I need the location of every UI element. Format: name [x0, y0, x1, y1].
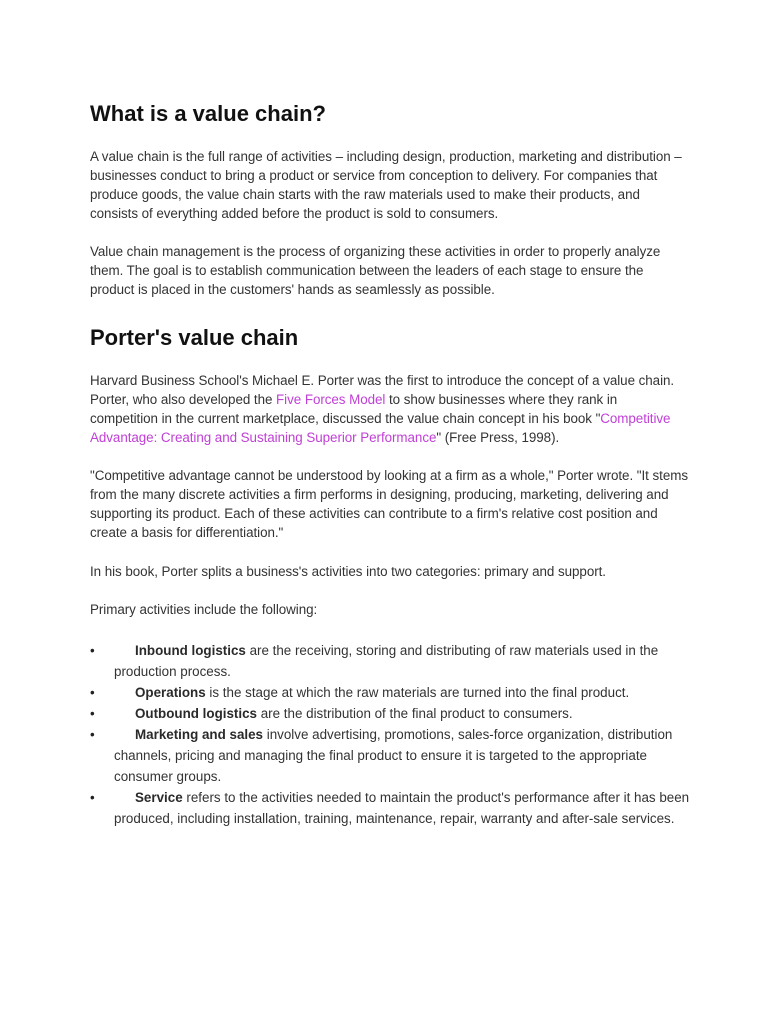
heading-porters-value-chain: Porter's value chain — [90, 325, 299, 350]
porter-intro-text-c: " (Free Press, 1998). — [436, 430, 560, 445]
paragraph-value-chain-definition: A value chain is the full range of activities – including design, production, marketing and distribution – businesses conduct to bring a product or service from conception to delivery. For companies that produce goods, the value chain starts with the raw materials used to make their products, and consists of everything added before the product is sold to consumers. — [90, 149, 682, 221]
paragraph-value-chain-management: Value chain management is the process of organizing these activities in order to properly analyze them. The goal is to establish communication between the leaders of each stage to ensure the product is placed in the customers' hands as seamlessly as possible. — [90, 244, 661, 297]
bullet-text: refers to the activities needed to maintain the product's performance after it has been produced, including installation, training, maintenance, repair, warranty and after-sale services. — [114, 790, 690, 826]
heading-what-is-value-chain: What is a value chain? — [90, 101, 326, 126]
bullet-icon: • — [90, 727, 95, 742]
competitive-advantage-book-link[interactable]: Competitive Advantage: Creating and Sustaining Superior Performance — [90, 411, 671, 445]
bullet-text: involve advertising, promotions, sales-force organization, distribution channels, pricing and managing the final product to ensure it is targeted to the appropriate consumer groups. — [114, 727, 673, 784]
list-item — [90, 724, 690, 787]
paragraph-primary-activities-intro: Primary activities include the following: — [90, 602, 318, 617]
primary-activities-list — [90, 640, 690, 829]
bullet-term: Service — [135, 790, 183, 805]
bullet-text: are the distribution of the final product to consumers. — [257, 706, 573, 721]
five-forces-model-link[interactable]: Five Forces Model — [276, 392, 386, 407]
porter-intro-text-b: to show businesses where they rank in competition in the current marketplace, discussed the value chain concept in his book " — [90, 392, 618, 426]
list-item — [90, 787, 690, 829]
bullet-term: Operations — [135, 685, 206, 700]
list-item — [90, 640, 690, 682]
paragraph-porter-intro — [90, 371, 688, 447]
bullet-icon: • — [90, 685, 95, 700]
list-item — [90, 682, 690, 703]
bullet-term: Inbound logistics — [135, 643, 246, 658]
paragraph-porter-quote: "Competitive advantage cannot be understood by looking at a firm as a whole," Porter wrote. "It stems from the many discrete activities a firm performs in designing, producing, marketing, delivering and supporting its product. Each of these activities can contribute to a firm's relative cost position and create a basis for differentiation." — [90, 468, 688, 540]
bullet-icon: • — [90, 706, 95, 721]
bullet-term: Outbound logistics — [135, 706, 257, 721]
porter-intro-text-a: Harvard Business School's Michael E. Porter was the first to introduce the concept of a value chain. Porter, who also developed the — [90, 373, 675, 407]
bullet-icon: • — [90, 643, 95, 658]
list-item — [90, 703, 690, 724]
bullet-icon: • — [90, 790, 95, 805]
bullet-term: Marketing and sales — [135, 727, 264, 742]
bullet-text: are the receiving, storing and distributing of raw materials used in the production process. — [114, 643, 659, 679]
bullet-text: is the stage at which the raw materials are turned into the final product. — [205, 685, 630, 700]
paragraph-two-categories: In his book, Porter splits a business's activities into two categories: primary and support. — [90, 564, 606, 579]
